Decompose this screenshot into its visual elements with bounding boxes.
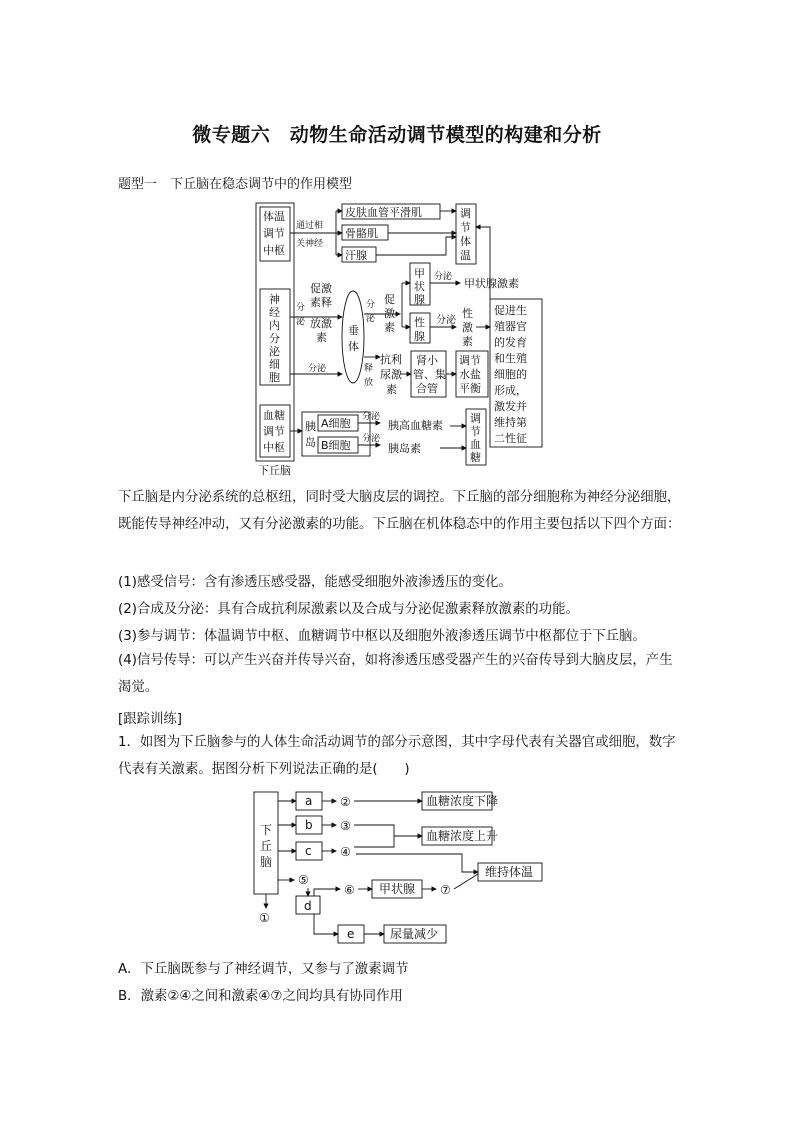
regulate-temp-3: 体: [460, 235, 471, 248]
thyroid-label: 甲状腺: [379, 882, 416, 896]
release-2: 放: [364, 378, 374, 388]
point-4: (4)信号传导：可以产生兴奋并传导兴奋，如将渗透压感受器产生的兴奋传导到大脑皮层，产生渴觉。: [118, 653, 673, 695]
neuro-cell-2: 经: [269, 306, 280, 319]
thyroxine-label: 甲状腺激素: [464, 277, 519, 290]
organ-b: b: [305, 818, 313, 832]
hormone-4: ④: [340, 845, 351, 859]
secrete-label-g: 分泌: [362, 434, 381, 444]
kidney-1: 肾小: [416, 354, 438, 367]
adh-2: 尿激: [380, 368, 402, 381]
regulate-glucose-3: 血: [470, 438, 481, 451]
repro-effect-7: 激发并: [494, 400, 527, 413]
thyroid-3: 腺: [414, 293, 425, 306]
sex-hormone-2: 激: [462, 321, 473, 334]
repro-effect-8: 维持第: [494, 416, 527, 429]
page-title: 微专题六 动物生命活动调节模型的构建和分析: [192, 124, 602, 146]
secrete-label-b2: 泌: [366, 314, 376, 324]
neuro-cell-3: 内: [269, 319, 280, 332]
hormone-2: ②: [340, 795, 351, 809]
hypothalamus-caption: 下丘脑: [258, 464, 291, 477]
glucagon-label: 胰高血糖素: [388, 419, 443, 432]
thermo-center-label-1: 体温: [263, 210, 285, 223]
releasing-hormone-3: 放激: [310, 317, 332, 330]
neuro-cell-7: 胞: [269, 371, 280, 384]
sex-hormone-3: 素: [462, 335, 473, 348]
gonad-2: 腺: [414, 330, 425, 343]
tropic-hormone-2: 激: [384, 307, 395, 320]
intro-paragraph: 下丘脑是内分泌系统的总枢纽，同时受大脑皮层的调控。下丘脑的部分细胞称为神经分泌细胞，既能传导神经冲动，又有分泌激素的功能。下丘脑在机体稳态中的作用主要包括以下四个方面：: [118, 490, 681, 532]
hypothalamus-2: 丘: [260, 839, 273, 853]
water-salt-1: 调节: [459, 354, 481, 367]
regulate-temp-4: 温: [460, 249, 471, 262]
secrete-label-a1: 分: [296, 303, 306, 313]
repro-effect-9: 二性征: [494, 432, 527, 445]
repro-effect-6: 形成，: [494, 384, 527, 397]
via-nerve-label-1: 通过相: [296, 221, 324, 231]
section-heading: 题型一 下丘脑在稳态调节中的作用模型: [118, 177, 353, 192]
regulate-glucose-2: 节: [470, 425, 481, 438]
secrete-label-e: 分泌: [308, 364, 327, 374]
repro-effect-3: 的发育: [494, 336, 527, 349]
hormone-5: ⑤: [298, 873, 309, 887]
neuro-cell-1: 神: [269, 293, 280, 306]
sex-hormone-1: 性: [462, 307, 473, 320]
pituitary-1: 垂: [348, 324, 359, 337]
secrete-label-f: 分泌: [362, 412, 381, 422]
repro-effect-1: 促进生: [494, 304, 527, 317]
repro-effect-2: 殖器官: [494, 320, 527, 333]
regulate-temp-2: 节: [460, 221, 471, 234]
urine-less-label: 尿量减少: [390, 927, 439, 941]
glucose-center-2: 调节: [263, 425, 285, 438]
kidney-3: 合管: [416, 382, 438, 395]
option-a: A．下丘脑既参与了神经调节，又参与了激素调节: [118, 962, 409, 977]
secrete-label-c: 分泌: [434, 272, 453, 282]
b-cell-label: B细胞: [321, 439, 351, 452]
tropic-hormone-1: 促: [384, 293, 395, 306]
secrete-label-a2: 泌: [296, 317, 306, 327]
glucose-down-label: 血糖浓度下降: [426, 794, 499, 808]
organ-e: e: [347, 927, 355, 941]
islet-1: 胰: [305, 420, 316, 433]
neuro-cell-5: 泌: [269, 345, 280, 358]
thyroid-2: 状: [414, 280, 425, 293]
insulin-label: 胰岛素: [388, 442, 421, 455]
gonad-1: 性: [414, 316, 425, 329]
question-1: 1．如图为下丘脑参与的人体生命活动调节的部分示意图，其中字母代表有关器官或细胞，数字代表有关激素。据图分析下列说法正确的是( ): [118, 735, 676, 777]
hypothalamus-3: 脑: [260, 855, 273, 869]
point-1: (1)感受信号：含有渗透压感受器，能感受细胞外液渗透压的变化。: [118, 575, 512, 590]
skeletal-muscle-label: 骨骼肌: [345, 227, 378, 240]
adh-1: 抗利: [380, 353, 402, 366]
releasing-hormone-1: 促激: [310, 282, 332, 295]
islet-2: 岛: [305, 436, 316, 449]
glucose-center-1: 血糖: [263, 409, 285, 422]
adh-3: 素: [386, 383, 397, 396]
regulate-glucose-4: 糖: [470, 451, 481, 464]
sweat-gland-label: 汗腺: [345, 249, 367, 262]
hormone-1: ①: [259, 911, 270, 925]
glucose-center-3: 中枢: [263, 441, 285, 454]
hypothalamus-regulation-diagram: [250, 197, 550, 477]
point-3: (3)参与调节：体温调节中枢、血糖调节中枢以及细胞外液渗透压调节中枢都位于下丘脑。: [118, 629, 646, 644]
training-heading: [跟踪训练]: [118, 712, 183, 727]
glucose-up-label: 血糖浓度上升: [426, 829, 499, 843]
water-salt-2: 水盐: [459, 368, 481, 381]
neuro-cell-4: 分: [269, 332, 280, 345]
hormone-3: ③: [340, 819, 351, 833]
thyroid-1: 甲: [414, 267, 425, 280]
secrete-label-d: 分泌: [436, 315, 456, 326]
repro-effect-5: 细胞的: [494, 368, 527, 381]
thermo-center-label-2: 调节: [263, 227, 285, 240]
water-salt-3: 平衡: [459, 382, 481, 395]
hormone-6: ⑥: [344, 883, 355, 897]
a-cell-label: A细胞: [321, 417, 351, 430]
hormone-7: ⑦: [440, 883, 451, 897]
option-b: B．激素②④之间和激素④⑦之间均具有协同作用: [118, 989, 403, 1004]
question-diagram: [248, 786, 548, 950]
tropic-hormone-3: 素: [384, 321, 395, 334]
skin-vessel-label: 皮肤血管平滑肌: [345, 206, 422, 219]
pituitary-2: 体: [348, 340, 359, 353]
regulate-temp-1: 调: [460, 207, 471, 220]
hypothalamus-1: 下: [260, 823, 273, 837]
repro-effect-4: 和生殖: [494, 352, 527, 365]
organ-c: c: [305, 844, 312, 858]
maintain-temp-label: 维持体温: [485, 865, 534, 879]
point-2: (2)合成及分泌：具有合成抗利尿激素以及合成与分泌促激素释放激素的功能。: [118, 602, 579, 617]
thermo-center-label-3: 中枢: [263, 244, 285, 257]
via-nerve-label-2: 关神经: [296, 239, 324, 249]
release-1: 释: [364, 364, 374, 374]
releasing-hormone-4: 素: [316, 331, 327, 344]
regulate-glucose-1: 调: [470, 412, 481, 425]
releasing-hormone-2: 素释: [310, 296, 332, 309]
organ-a: a: [305, 794, 313, 808]
neuro-cell-6: 细: [269, 358, 280, 371]
organ-d: d: [304, 899, 312, 913]
kidney-2: 管、集: [413, 368, 446, 381]
secrete-label-b1: 分: [366, 300, 376, 310]
